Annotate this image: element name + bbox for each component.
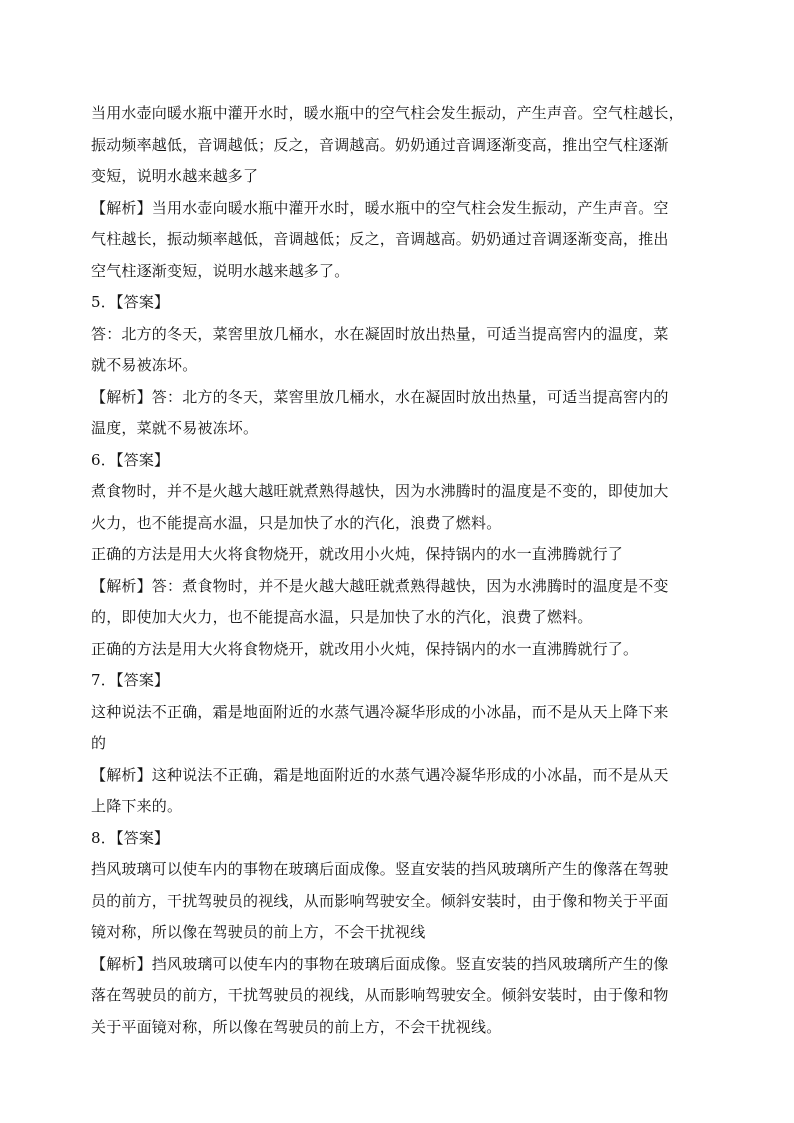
analysis-line: 落在驾驶员的前方，干扰驾驶员的视线，从而影响驾驶安全。倾斜安装时，由于像和物	[91, 986, 669, 1004]
analysis-line: 空气柱逐渐变短，说明水越来越多了。	[91, 261, 350, 280]
analysis-line: 的，即使加大火力，也不能提高水温，只是加快了水的汽化，浪费了燃料。	[91, 608, 593, 626]
analysis-line: 气柱越长，振动频率越低，音调越低；反之，音调越高。奶奶通过音调逐渐变高，推出	[91, 230, 669, 248]
text-line: 员的前方，干扰驾驶员的视线，从而影响驾驶安全。倾斜安装时，由于像和物关于平面	[91, 891, 669, 910]
question-6-answer-heading: 6．【答案】	[91, 450, 170, 469]
analysis-line: 上降下来的。	[91, 797, 183, 815]
text-line: 煮食物时，并不是火越大越旺就煮熟得越快，因为水沸腾时的温度是不变的，即使加大	[91, 482, 669, 500]
text-line: 就不易被冻坏。	[91, 356, 198, 374]
analysis-line: 【解析】答：北方的冬天，菜窖里放几桶水，水在凝固时放出热量，可适当提高窖内的	[91, 387, 669, 406]
text-line: 答：北方的冬天，菜窖里放几桶水，水在凝固时放出热量，可适当提高窖内的温度，菜	[91, 324, 669, 343]
text-line: 火力，也不能提高水温，只是加快了水的汽化，浪费了燃料。	[91, 513, 502, 532]
analysis-line: 正确的方法是用大火将食物烧开，就改用小火炖，保持锅内的水一直沸腾就行了。	[91, 639, 639, 658]
text-line: 当用水壶向暖水瓶中灌开水时，暖水瓶中的空气柱会发生振动，产生声音。空气柱越长，	[91, 104, 684, 122]
text-line: 镜对称，所以像在驾驶员的前上方，不会干扰视线	[91, 923, 426, 941]
text-line: 挡风玻璃可以使车内的事物在玻璃后面成像。竖直安装的挡风玻璃所产生的像落在驾驶	[91, 860, 669, 878]
text-line: 振动频率越低，音调越低；反之，音调越高。奶奶通过音调逐渐变高，推出空气柱逐渐	[91, 135, 669, 154]
analysis-line: 关于平面镜对称，所以像在驾驶员的前上方，不会干扰视线。	[91, 1017, 502, 1036]
answer-content	[91, 98, 711, 1043]
question-5-answer-heading: 5．【答案】	[91, 293, 170, 311]
analysis-line: 【解析】这种说法不正确，霜是地面附近的水蒸气遇冷凝华形成的小冰晶，而不是从天	[91, 765, 669, 784]
text-line: 变短，说明水越来越多了	[91, 167, 259, 185]
question-7-answer-heading: 7．【答案】	[91, 671, 170, 689]
analysis-line: 温度，菜就不易被冻坏。	[91, 419, 259, 437]
text-line: 这种说法不正确，霜是地面附近的水蒸气遇冷凝华形成的小冰晶，而不是从天上降下来	[91, 702, 669, 721]
text-line: 的	[91, 734, 107, 752]
text-line: 正确的方法是用大火将食物烧开，就改用小火炖，保持锅内的水一直沸腾就行了	[91, 545, 624, 563]
analysis-line: 【解析】答：煮食物时，并不是火越大越旺就煮熟得越快，因为水沸腾时的温度是不变	[91, 576, 669, 595]
analysis-line: 【解析】挡风玻璃可以使车内的事物在玻璃后面成像。竖直安装的挡风玻璃所产生的像	[91, 954, 669, 973]
question-8-answer-heading: 8．【答案】	[91, 828, 170, 847]
analysis-line: 【解析】当用水壶向暖水瓶中灌开水时，暖水瓶中的空气柱会发生振动，产生声音。空	[91, 198, 669, 217]
